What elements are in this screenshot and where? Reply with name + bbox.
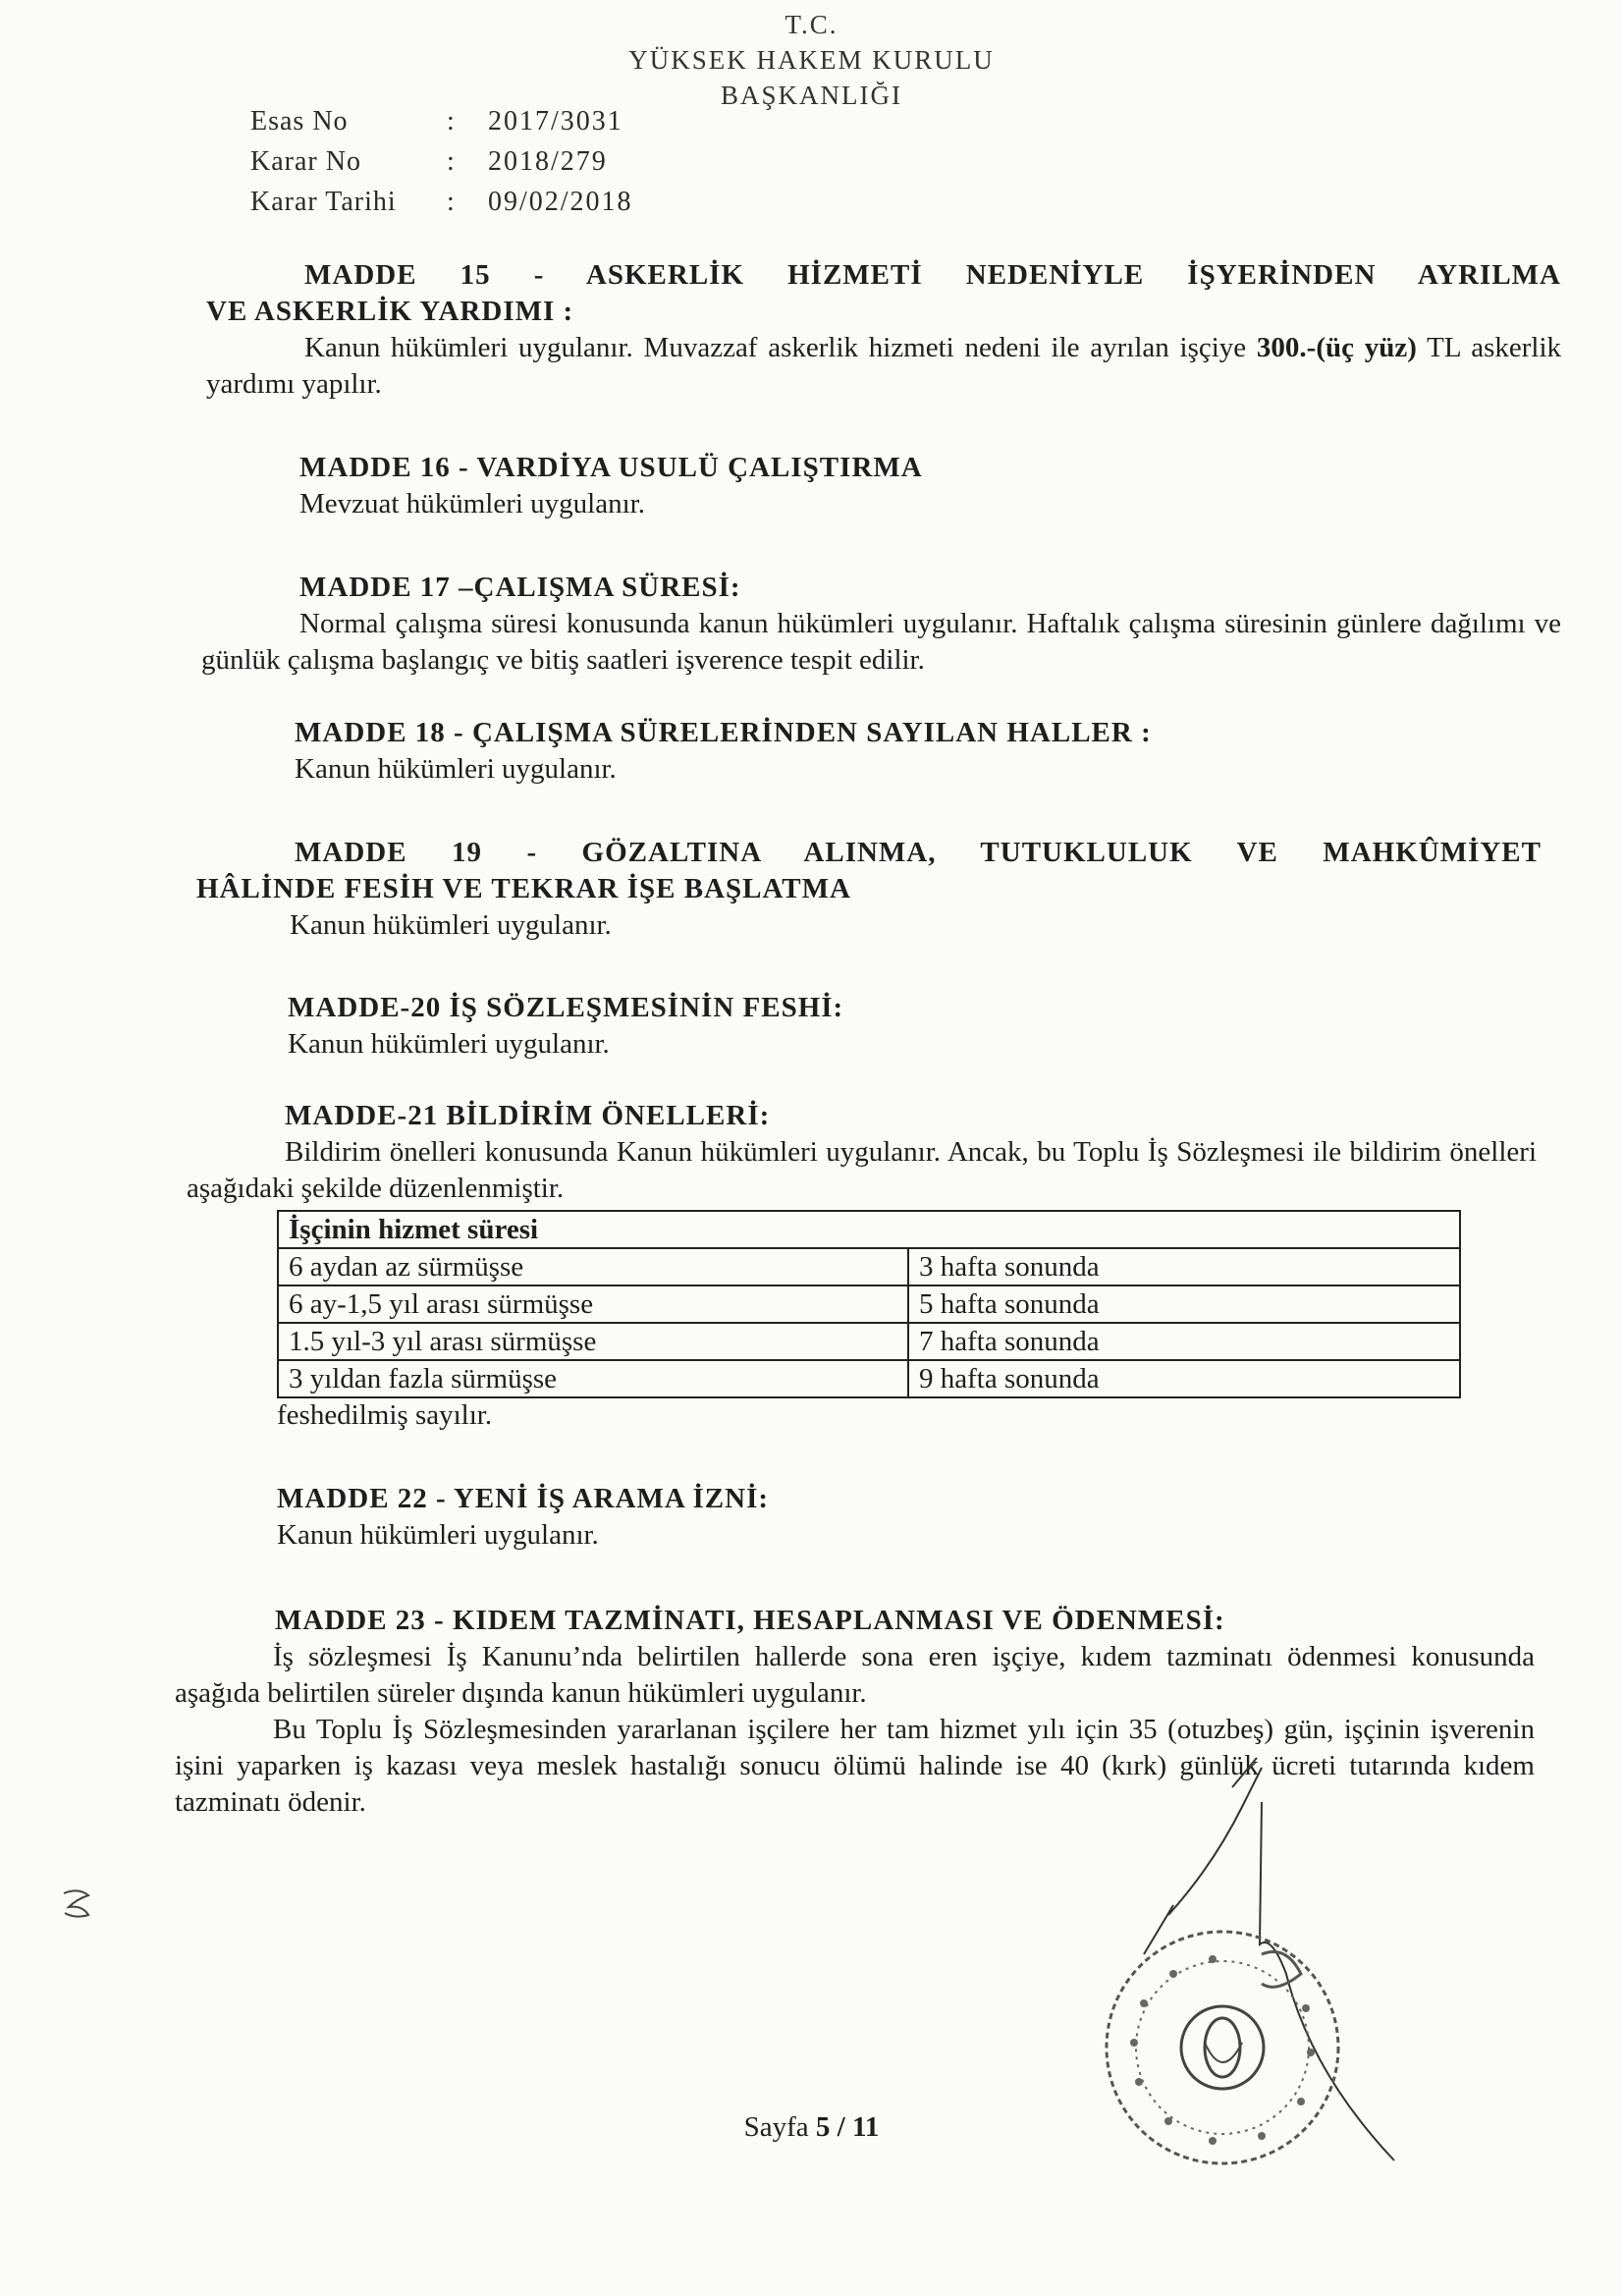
notice-table <box>277 1210 1461 1398</box>
article-22 <box>277 1481 1543 1554</box>
article-19-body: Kanun hükümleri uygulanır. <box>290 909 612 941</box>
notice-table-wrap <box>277 1210 1461 1432</box>
article-21-after: feshedilmiş sayılır. <box>277 1399 493 1431</box>
table-row <box>278 1248 1460 1285</box>
article-15-title-line1: MADDE 15 - ASKERLİK HİZMETİ NEDENİYLE İŞYERİNDEN AYRILMA <box>304 259 1561 291</box>
meta-colon: : <box>447 187 455 217</box>
article-18 <box>295 715 1561 788</box>
page-label: Sayfa <box>743 2111 816 2143</box>
meta-label: Esas No <box>250 106 349 137</box>
article-15-title-line2: VE ASKERLİK YARDIMI : <box>206 296 574 327</box>
article-21 <box>187 1098 1537 1207</box>
article-16-body: Mevzuat hükümleri uygulanır. <box>299 488 645 519</box>
margin-mark-icon <box>59 1886 98 1925</box>
article-20 <box>288 990 1554 1063</box>
meta-row-karar <box>250 146 633 187</box>
page-footer <box>0 2111 1623 2144</box>
article-15-body-end: TL askerlik yardımı yapılır. <box>206 332 1562 400</box>
article-19-title-line1: MADDE 19 - GÖZALTINA ALINMA, TUTUKLULUK VE MAHKÛMİYET <box>295 837 1542 868</box>
article-20-title: MADDE-20 İŞ SÖZLEŞMESİNİN FESHİ: <box>288 992 844 1023</box>
header-presidency: BAŞKANLIĞI <box>721 81 902 110</box>
article-16-title: MADDE 16 - VARDİYA USULÜ ÇALIŞTIRMA <box>299 452 923 483</box>
table-cell-notice: 5 hafta sonunda <box>908 1285 1460 1323</box>
article-17-body: Normal çalışma süresi konusunda kanun hükümleri uygulanır. Haftalık çalışma süresinin günlere dağılımı ve günlük çalışma başlangıç ve bitiş saatleri işverence tespit edilir. <box>201 608 1561 676</box>
article-17 <box>201 570 1561 679</box>
page-number: 5 / 11 <box>815 2111 880 2143</box>
table-row <box>278 1285 1460 1323</box>
article-20-body: Kanun hükümleri uygulanır. <box>288 1028 610 1060</box>
article-15 <box>206 257 1561 403</box>
table-cell-notice: 7 hafta sonunda <box>908 1323 1460 1360</box>
table-cell-duration: 3 yıldan fazla sürmüşse <box>278 1360 908 1397</box>
table-row <box>278 1323 1460 1360</box>
table-header: İşçinin hizmet süresi <box>278 1211 1460 1248</box>
table-cell-duration: 1.5 yıl-3 yıl arası sürmüşse <box>278 1323 908 1360</box>
meta-colon: : <box>447 106 455 137</box>
article-15-body-text: Kanun hükümleri uygulanır. Muvazzaf askerlik hizmeti nedeni ile ayrılan işçiye <box>304 332 1257 363</box>
article-19-title-line2: HÂLİNDE FESİH VE TEKRAR İŞE BAŞLATMA <box>196 873 851 904</box>
article-16 <box>299 450 1566 522</box>
meta-value: 2017/3031 <box>488 106 623 137</box>
article-19 <box>196 835 1542 944</box>
meta-value: 2018/279 <box>488 146 608 177</box>
article-15-amount: 300.-(üç yüz) <box>1256 332 1417 363</box>
article-18-body: Kanun hükümleri uygulanır. <box>295 753 617 785</box>
table-cell-duration: 6 aydan az sürmüşse <box>278 1248 908 1285</box>
table-header-row <box>278 1211 1460 1248</box>
article-15-body <box>206 330 1561 403</box>
table-cell-notice: 3 hafta sonunda <box>908 1248 1460 1285</box>
article-21-title: MADDE-21 BİLDİRİM ÖNELLERİ: <box>285 1100 771 1131</box>
meta-colon: : <box>447 146 455 177</box>
table-cell-duration: 6 ay-1,5 yıl arası sürmüşse <box>278 1285 908 1323</box>
meta-row-tarih <box>250 187 633 227</box>
article-23-p2: Bu Toplu İş Sözleşmesinden yararlanan işçilere her tam hizmet yılı için 35 (otuzbeş) gün, işçinin işverenin işini yaparken iş kazası veya meslek hastalığı sonucu ölümü halinde ise 40 (kırk) günlük ücreti tutarında kıdem tazminatı ödenir. <box>175 1714 1535 1818</box>
table-row <box>278 1360 1460 1397</box>
case-meta <box>250 106 633 227</box>
article-23-title: MADDE 23 - KIDEM TAZMİNATI, HESAPLANMASI VE ÖDENMESİ: <box>275 1605 1225 1636</box>
article-18-title: MADDE 18 - ÇALIŞMA SÜRELERİNDEN SAYILAN HALLER : <box>295 717 1152 748</box>
meta-row-esas <box>250 106 633 146</box>
header-institution: YÜKSEK HAKEM KURULU <box>628 45 995 75</box>
article-17-title: MADDE 17 –ÇALIŞMA SÜRESİ: <box>299 572 741 603</box>
meta-label: Karar Tarihi <box>250 187 397 217</box>
table-cell-notice: 9 hafta sonunda <box>908 1360 1460 1397</box>
article-21-body: Bildirim önelleri konusunda Kanun hükümleri uygulanır. Ancak, bu Toplu İş Sözleşmesi ile bildirim önelleri aşağıdaki şekilde düzenlenmiştir. <box>187 1136 1537 1204</box>
meta-label: Karar No <box>250 146 361 177</box>
article-23-p1: İş sözleşmesi İş Kanunu’nda belirtilen hallerde sona eren işçiye, kıdem tazminatı ödenmesi konusunda aşağıda belirtilen süreler dışında kanun hükümleri uygulanır. <box>175 1641 1535 1709</box>
meta-value: 09/02/2018 <box>488 187 633 217</box>
article-22-title: MADDE 22 - YENİ İŞ ARAMA İZNİ: <box>277 1483 770 1514</box>
header-tc: T.C. <box>784 10 839 39</box>
article-22-body: Kanun hükümleri uygulanır. <box>277 1519 599 1551</box>
